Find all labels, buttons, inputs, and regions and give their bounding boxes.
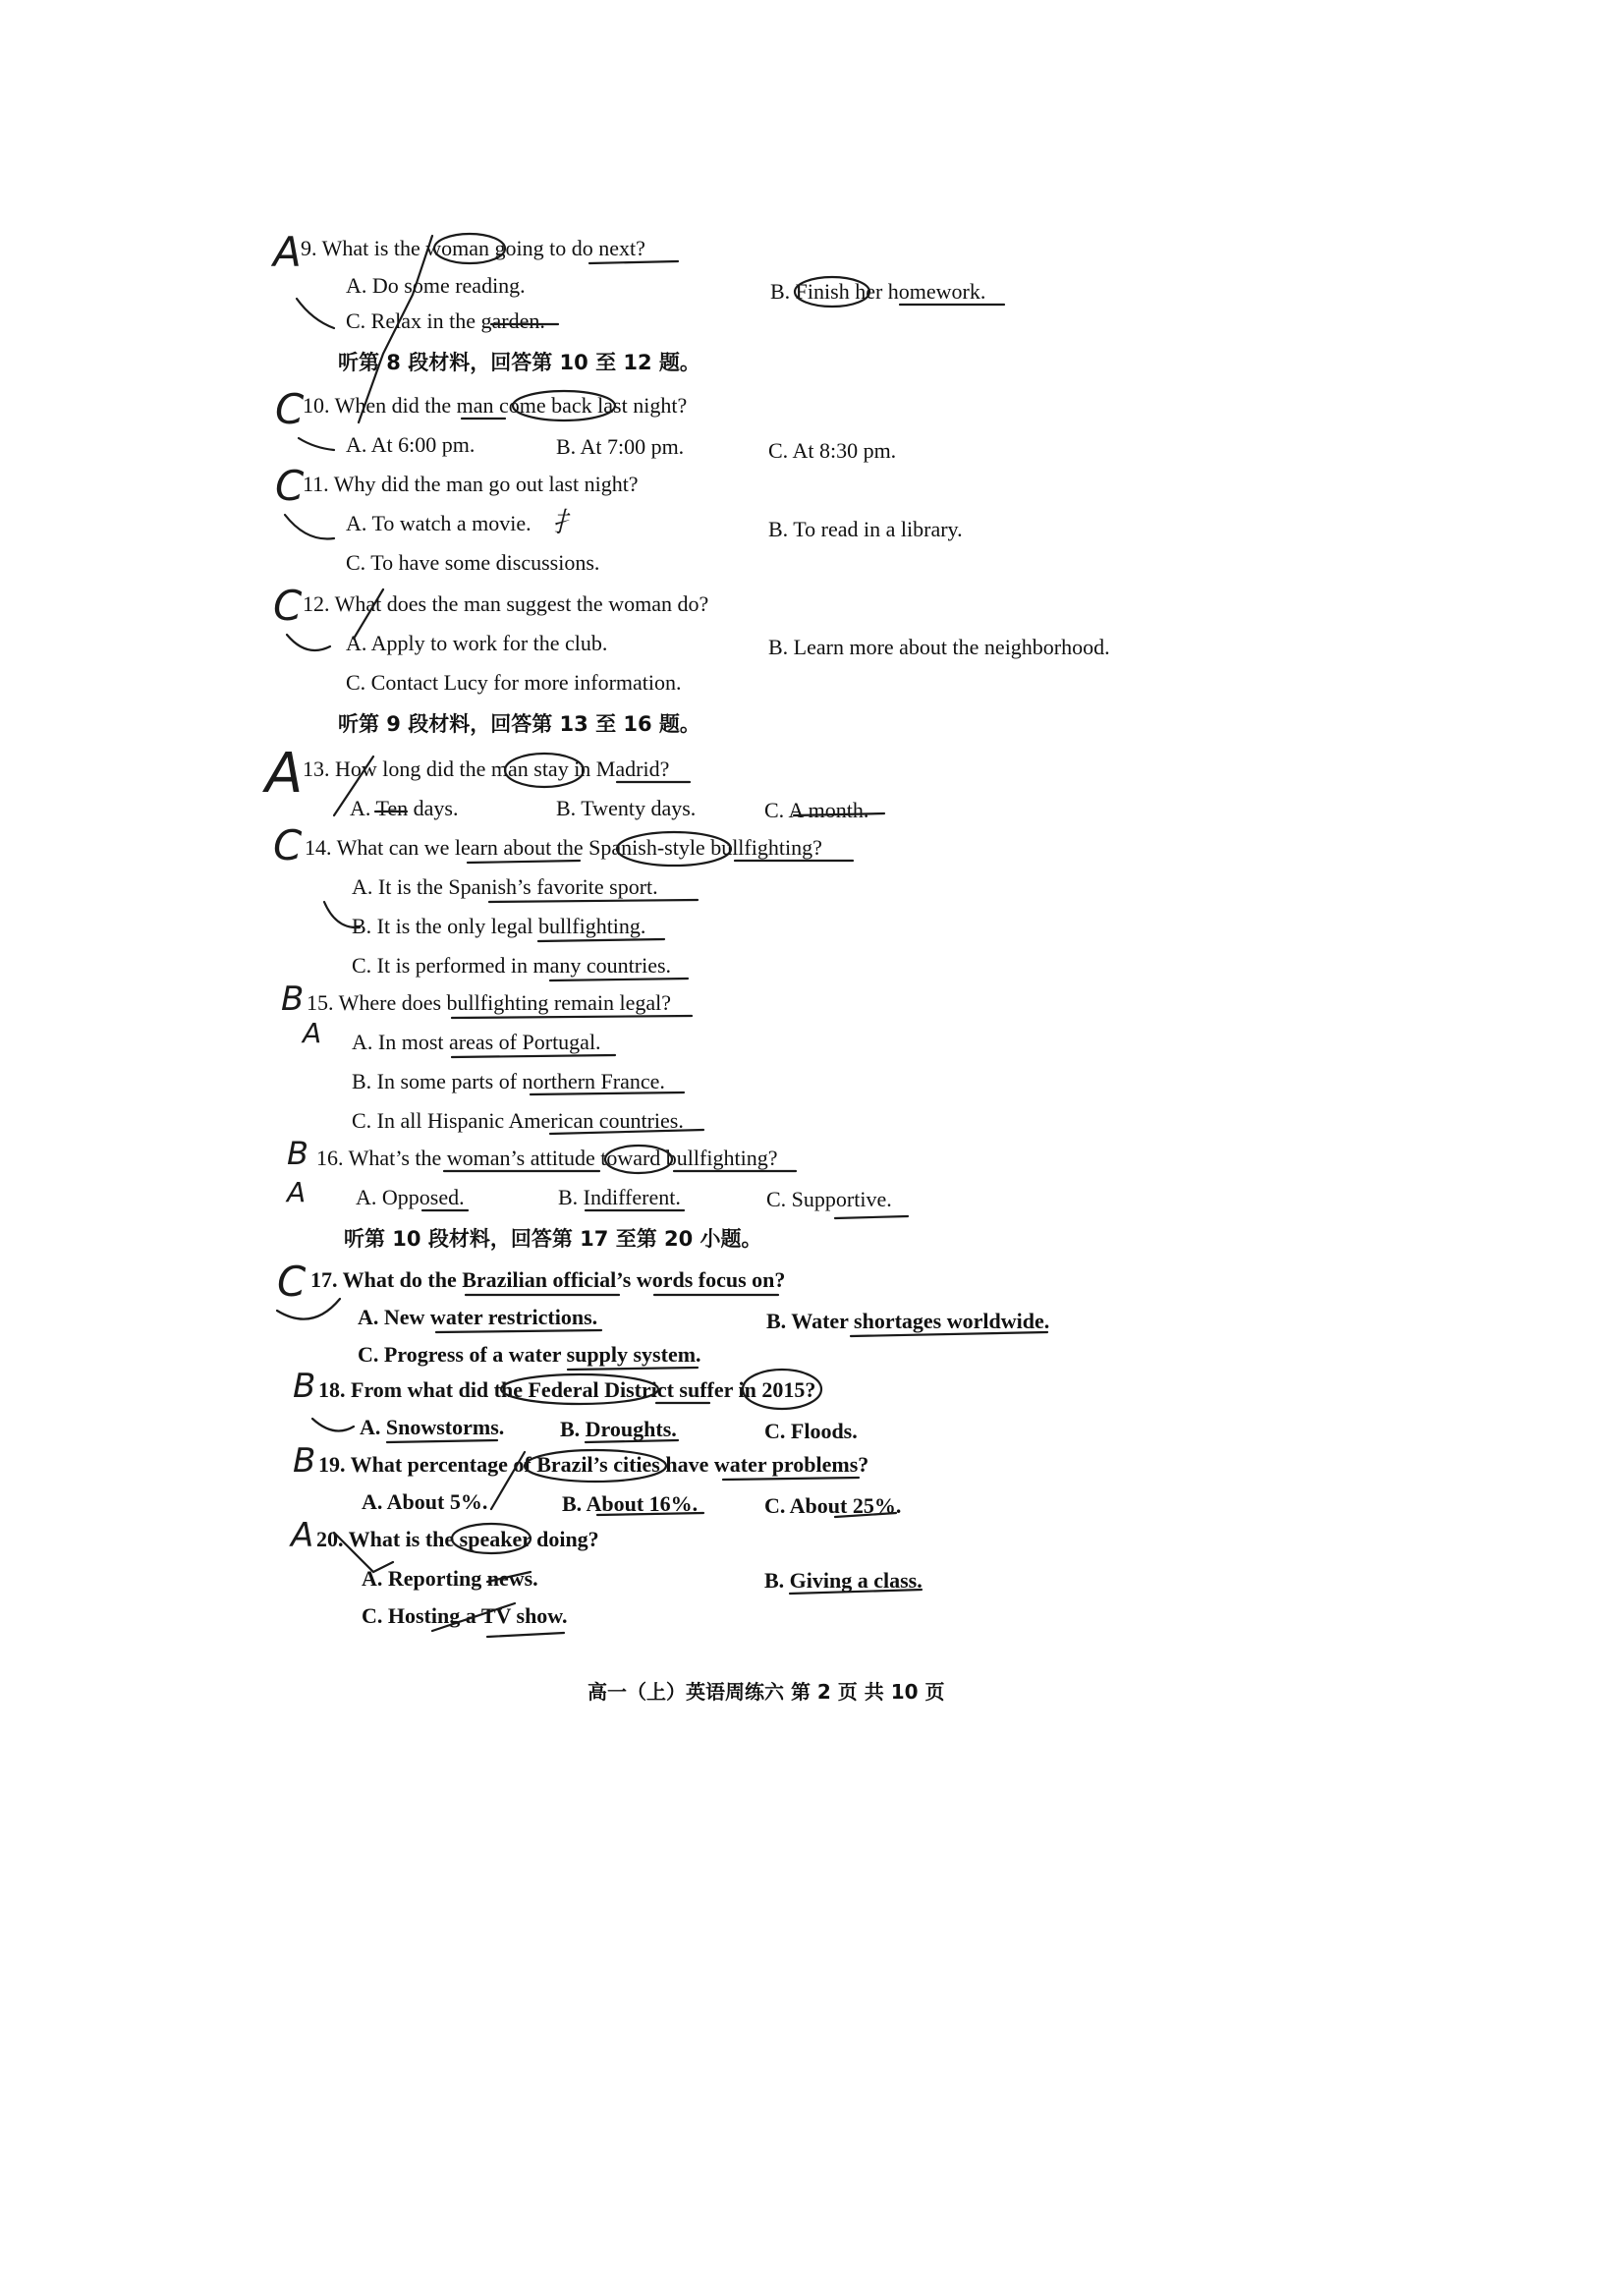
question-12-option-b: B. Learn more about the neighborhood. <box>768 635 1110 659</box>
section-heading-8: 听第 8 段材料，回答第 10 至 12 题。 <box>338 351 700 374</box>
question-15-option-b: B. In some parts of northern France. <box>352 1069 665 1093</box>
handwritten-answer-q9: A <box>273 228 302 276</box>
question-15-stem: 15. Where does bullfighting remain legal? <box>307 990 672 1015</box>
handwritten-answer-q20: A <box>291 1516 314 1555</box>
check-mark-q18 <box>312 1419 354 1431</box>
question-16-stem: 16. What’s the woman’s attitude toward bullfighting? <box>316 1146 778 1170</box>
question-18-option-b: B. Droughts. <box>560 1417 677 1441</box>
underline-tv-show-q20 <box>487 1633 564 1637</box>
question-16-option-c: C. Supportive. <box>766 1187 892 1211</box>
underline-next-q9 <box>589 261 678 263</box>
underline-portugal-q15 <box>452 1055 615 1057</box>
question-14-option-c: C. It is performed in many countries. <box>352 953 672 978</box>
check-mark-q10 <box>299 438 334 450</box>
underline-favorite-sport-q14 <box>489 900 698 902</box>
handwritten-answer-q17: C <box>277 1258 307 1306</box>
underline-water-restrictions-q17 <box>436 1330 601 1332</box>
underline-learn-about-q14 <box>468 861 580 863</box>
handwritten-answer-q10: C <box>275 385 305 433</box>
underline-snowstorms-q18 <box>387 1440 497 1442</box>
question-9-option-b: B. Finish her homework. <box>770 279 986 304</box>
handwritten-cross-mark: ⺘ <box>552 506 581 538</box>
handwritten-answer-q19: B <box>293 1441 316 1481</box>
handwritten-answer-q13: A <box>265 742 304 806</box>
question-11-stem: 11. Why did the man go out last night? <box>303 472 639 496</box>
handwritten-alt-answer-q16: A <box>287 1176 307 1208</box>
handwritten-answer-q15: B <box>281 980 305 1019</box>
question-16-option-a: A. Opposed. <box>356 1185 465 1209</box>
underline-legal-q14 <box>538 939 664 941</box>
handwritten-answer-q12: C <box>273 582 303 630</box>
question-15-option-a: A. In most areas of Portugal. <box>352 1030 601 1054</box>
question-11-option-b: B. To read in a library. <box>768 517 963 541</box>
page-footer: 高一（上）英语周练六 第 2 页 共 10 页 <box>588 1680 945 1704</box>
check-mark-q11 <box>285 515 334 539</box>
question-9-option-c: C. Relax in the garden. <box>346 308 545 333</box>
underline-supportive-q16 <box>835 1216 908 1218</box>
question-13-option-c: C. A month. <box>764 798 869 822</box>
question-13-stem: 13. How long did the man stay in Madrid? <box>303 756 670 781</box>
question-19-option-b: B. About 16%. <box>562 1491 699 1516</box>
question-9-stem: 9. What is the woman going to do next? <box>301 236 645 260</box>
question-11-option-c: C. To have some discussions. <box>346 550 600 575</box>
question-19-option-a: A. About 5%. <box>362 1489 488 1514</box>
question-19-option-c: C. About 25%. <box>764 1493 902 1518</box>
question-12-stem: 12. What does the man suggest the woman do? <box>303 591 709 616</box>
question-18-stem: 18. From what did the Federal District suffer in 2015? <box>318 1377 816 1402</box>
question-20-stem: 20. What is the speaker doing? <box>316 1527 599 1551</box>
handwritten-answer-q14: C <box>273 821 303 869</box>
handwritten-alt-answer-q15: A <box>303 1017 322 1049</box>
question-17-option-c: C. Progress of a water supply system. <box>358 1342 701 1367</box>
question-14-option-a: A. It is the Spanish’s favorite sport. <box>352 874 658 899</box>
question-16-option-b: B. Indifferent. <box>558 1185 681 1209</box>
question-13-option-a: A. Ten days. <box>350 796 459 820</box>
check-mark-q12 <box>287 635 330 650</box>
question-15-option-c: C. In all Hispanic American countries. <box>352 1108 684 1133</box>
section-heading-10: 听第 10 段材料，回答第 17 至第 20 小题。 <box>344 1227 762 1251</box>
question-14-option-b: B. It is the only legal bullfighting. <box>352 914 646 938</box>
handwritten-answer-q11: C <box>275 462 305 510</box>
question-17-stem: 17. What do the Brazilian official’s words focus on? <box>310 1267 786 1292</box>
underline-many-countries-q14 <box>550 979 688 980</box>
underline-supply-system-q17 <box>568 1368 698 1370</box>
question-18-option-a: A. Snowstorms. <box>360 1415 505 1439</box>
question-12-option-c: C. Contact Lucy for more information. <box>346 670 682 695</box>
question-20-option-a: A. Reporting news. <box>362 1566 538 1591</box>
handwritten-answer-q16: B <box>287 1135 308 1172</box>
question-9-option-a: A. Do some reading. <box>346 273 526 298</box>
question-18-option-c: C. Floods. <box>764 1419 858 1443</box>
question-10-stem: 10. When did the man come back last night? <box>303 393 688 418</box>
question-12-option-a: A. Apply to work for the club. <box>346 631 608 655</box>
question-10-option-a: A. At 6:00 pm. <box>346 432 476 457</box>
question-11-option-a: A. To watch a movie. <box>346 511 532 535</box>
underline-remain-legal-q15 <box>452 1016 692 1018</box>
question-19-stem: 19. What percentage of Brazil’s cities have water problems? <box>318 1452 869 1477</box>
question-13-option-b: B. Twenty days. <box>556 796 697 820</box>
question-17-option-a: A. New water restrictions. <box>358 1305 598 1329</box>
section-heading-9: 听第 9 段材料，回答第 13 至 16 题。 <box>338 712 700 736</box>
question-10-option-b: B. At 7:00 pm. <box>556 434 685 459</box>
question-20-option-b: B. Giving a class. <box>764 1568 923 1593</box>
question-17-option-b: B. Water shortages worldwide. <box>766 1309 1050 1333</box>
question-14-stem: 14. What can we learn about the Spanish-style bullfighting? <box>305 835 822 860</box>
question-10-option-c: C. At 8:30 pm. <box>768 438 897 463</box>
underline-water-problems-q19 <box>723 1478 859 1480</box>
question-20-option-c: C. Hosting a TV show. <box>362 1603 568 1628</box>
handwritten-answer-q18: B <box>293 1367 316 1406</box>
check-mark-q9 <box>297 299 334 328</box>
